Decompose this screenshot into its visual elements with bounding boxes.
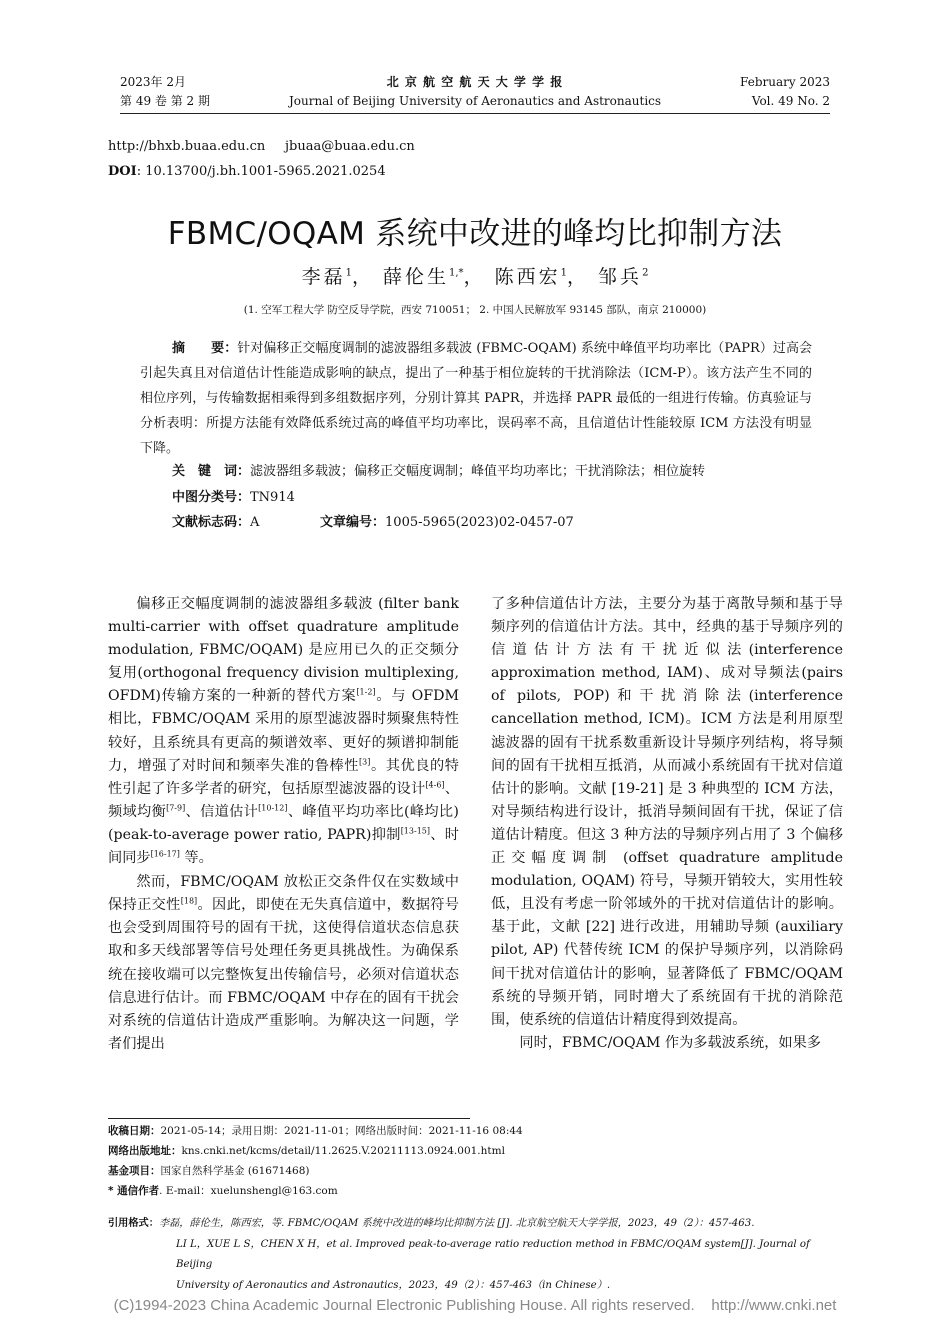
footnote-fund-label: 基金项目： <box>108 1165 161 1177</box>
author-name: 陈西宏 <box>494 266 561 288</box>
citation-ref[interactable]: [18] <box>180 896 198 906</box>
author-affil-sup: 1 <box>345 267 352 279</box>
author-list: 李磊$^1$， 薛伦生$^{1,*}$， 陈西宏$^1$， 邹兵$^2$ <box>301 266 649 288</box>
copyright-footer: (C)1994-2023 China Academic Journal Electronic Publishing House. All rights reserved. http://www.cnki.net <box>113 1297 837 1314</box>
document-code <box>172 511 812 535</box>
doi-value[interactable]: : 10.13700/j.bh.1001-5965.2021.0254 <box>136 164 386 179</box>
citation-line-en-2: University of Aeronautics and Astronautics，2023，49（2）：457-463（in Chinese）. <box>176 1279 611 1291</box>
keywords-label: 关 键 词： <box>172 464 251 479</box>
paper-title: FBMC/OQAM 系统中改进的峰均比抑制方法 <box>167 216 783 252</box>
citation-line-cn: 李磊，薛伦生，陈西宏，等. FBMC/OQAM 系统中改进的峰均比抑制方法 [J]. 北京航空航天大学学报，2023，49（2）：457-463. <box>158 1218 755 1229</box>
citation-label: 引用格式： <box>108 1218 159 1229</box>
doi-line <box>108 161 386 183</box>
citation-ref[interactable]: [10-12] <box>258 803 288 813</box>
author-affil-sup: 1,* <box>449 267 464 279</box>
author-name: 薛伦生 <box>383 266 450 288</box>
body-paragraph: 偏移正交幅度调制的滤波器组多载波 (filter bank multi-carrier with offset quadrature amplitude modulation, FBMC/OQAM) 是应用已久的正交频分复用(orthogonal frequency division multiplexing, OFDM)传输方案的一种新的替代方案[1-2]。与 OFDM 相比，FBMC/OQAM 采用的原型滤波器时频聚焦特性较好，且系统具有更高的频谱效率、更好的频谱抑制能力，增强了对时间和频率失准的鲁棒性[3]。其优良的特性引起了许多学者的研究，包括原型滤波器的设计[4-6]、频域均衡[7-9]、信道估计[10-12]、峰值平均功率比(峰均比)(peak-to-average power ratio, PAPR)抑制[13-15]、时间同步[16-17] 等。 <box>108 596 459 867</box>
footnote-online <box>108 1141 808 1161</box>
citation-ref[interactable]: [16-17] <box>150 849 180 859</box>
abstract-label: 摘 要： <box>172 341 238 356</box>
footnote-rule <box>108 1118 470 1119</box>
abstract-text: 针对偏移正交幅度调制的滤波器组多载波 (FBMC-OQAM) 系统中峰值平均功率比（PAPR）过高会引起失真且对信道估计性能造成影响的缺点，提出了一种基于相位旋转的干扰消除法（ICM-P）。该方法产生不同的相位序列，与传输数据相乘得到多组数据序列，分别计算其 PAPR，并选择 PAPR 最低的一组进行传输。仿真验证与分析表明：所提方法能有效降低系统过高的峰值平均功率比，误码率不高，且信道估计性能较原 ICM 方法没有明显下降。 <box>140 341 812 456</box>
author-affil-sup: 1 <box>560 267 567 279</box>
body-paragraph: 了多种信道估计方法，主要分为基于离散导频和基于导频序列的信道估计方法。其中，经典的基于导频序列的信道估计方法有干扰近似法(interference approximation method, IAM)、成对导频法(pairs of pilots, POP)和干扰消除法(interference cancellation method, ICM)。ICM 方法是利用原型滤波器的固有干扰系数重新设计导频序列结构，将导频间的固有干扰相互抵消，从而减小系统固有干扰对信道估计的影响。文献 [19-21] 是 3 种典型的 ICM 方法，对导频结构进行设计，抵消导频间固有干扰，保证了信道估计精度。但这 3 种方法的导频序列占用了 3 个偏移正交幅度调制 (offset quadrature amplitude modulation, OQAM) 符号，导频开销较大，实用性较低，且没有考虑一阶邻域外的干扰对信道估计的影响。基于此，文献 [22] 进行改进，用辅助导频 (auxiliary pilot, AP) 代替传统 ICM 的保护导频序列，以消除码间干扰对信道估计的影响，显著降低了 FBMC/OQAM 系统的导频开销，同时增大了系统固有干扰的消除范围，使系统的信道估计精度得到效提高。 <box>491 596 843 1028</box>
body-left-column <box>108 593 459 1056</box>
citation-line-en-1: LI L，XUE L S，CHEN X H，et al. Improved peak-to-average ratio reduction method in FBMC/OQAM system[J]. Journal of Beijing <box>176 1238 810 1270</box>
footnote-online-text[interactable]: kns.cnki.net/kcms/detail/11.2625.V.20211113.0924.001.html <box>181 1145 505 1157</box>
email-link[interactable]: jbuaa@buaa.edu.cn <box>285 139 415 154</box>
citation-ref[interactable]: [3] <box>359 756 371 766</box>
body-paragraph: 同时，FBMC/OQAM 作为多载波系统，如果多 <box>519 1034 821 1051</box>
header-volume-issue: 第 49 卷 第 2 期 <box>120 94 210 108</box>
citation-format <box>108 1214 838 1296</box>
footnote-corr-label: * 通信作者 <box>108 1185 160 1197</box>
body-paragraph: 然而，FBMC/OQAM 放松正交条件仅在实数域中保持正交性[18]。因此，即使在无失真信道中，数据符号也会受到周围符号的固有干扰，这使得信道状态信息获取和多天线部署等信号处理任务更具挑战性。为确保系统在接收端可以完整恢复出传输信号，必须对信道状态信息进行估计。而 FBMC/OQAM 中存在的固有干扰会对系统的信道估计造成严重影响。为解决这一问题，学者们提出 <box>108 874 459 1052</box>
website-link[interactable]: http://bhxb.buaa.edu.cn <box>108 139 266 154</box>
keywords-text: 滤波器组多载波；偏移正交幅度调制；峰值平均功率比；干扰消除法；相位旋转 <box>250 464 706 479</box>
author-affil-sup: 2 <box>642 267 649 279</box>
header-journal-cn: 北 京 航 空 航 天 大 学 学 报 <box>386 75 564 89</box>
classification-label: 中图分类号： <box>172 490 251 505</box>
footnote-dates-text: 2021-05-14；录用日期：2021-11-01；网络出版时间：2021-11-16 08:44 <box>160 1125 523 1137</box>
footnote-dates <box>108 1121 808 1141</box>
article-number-label: 文章编号： <box>320 515 386 530</box>
header-month-year-en: February 2023 <box>740 75 830 89</box>
header-year-month: 2023年 2月 <box>120 75 186 89</box>
classification <box>172 486 812 510</box>
article-number-text: 1005-5965(2023)02-0457-07 <box>385 515 574 530</box>
doc-code-text: A <box>250 515 260 530</box>
doc-code-label: 文献标志码： <box>172 515 251 530</box>
citation-ref[interactable]: [1-2] <box>356 687 376 697</box>
keywords <box>172 460 812 484</box>
author-name: 李磊 <box>301 266 346 288</box>
classification-text: TN914 <box>250 490 295 505</box>
citation-ref[interactable]: [13-15] <box>400 826 430 836</box>
footnote-corr-text: . E-mail：xuelunshengl@163.com <box>159 1185 338 1197</box>
footnote-fund <box>108 1161 808 1181</box>
affiliations: (1. 空军工程大学 防空反导学院，西安 710051； 2. 中国人民解放军 93145 部队，南京 210000) <box>243 304 707 316</box>
header-rule <box>120 113 830 114</box>
citation-ref[interactable]: [4-6] <box>425 780 445 790</box>
header-journal-en: Journal of Beijing University of Aeronautics and Astronautics <box>288 94 662 108</box>
doi-label: DOI <box>108 164 137 179</box>
footnote-dates-label: 收稿日期： <box>108 1125 161 1137</box>
footnote-fund-text: 国家自然科学基金 (61671468) <box>160 1165 310 1177</box>
citation-ref[interactable]: [7-9] <box>166 803 186 813</box>
author-name: 邹兵 <box>598 266 643 288</box>
header-vol-no-en: Vol. 49 No. 2 <box>751 94 830 108</box>
footnote-online-label: 网络出版地址： <box>108 1145 182 1157</box>
abstract <box>140 336 812 461</box>
footnote-corresponding <box>108 1181 808 1201</box>
body-right-column <box>491 593 843 1055</box>
